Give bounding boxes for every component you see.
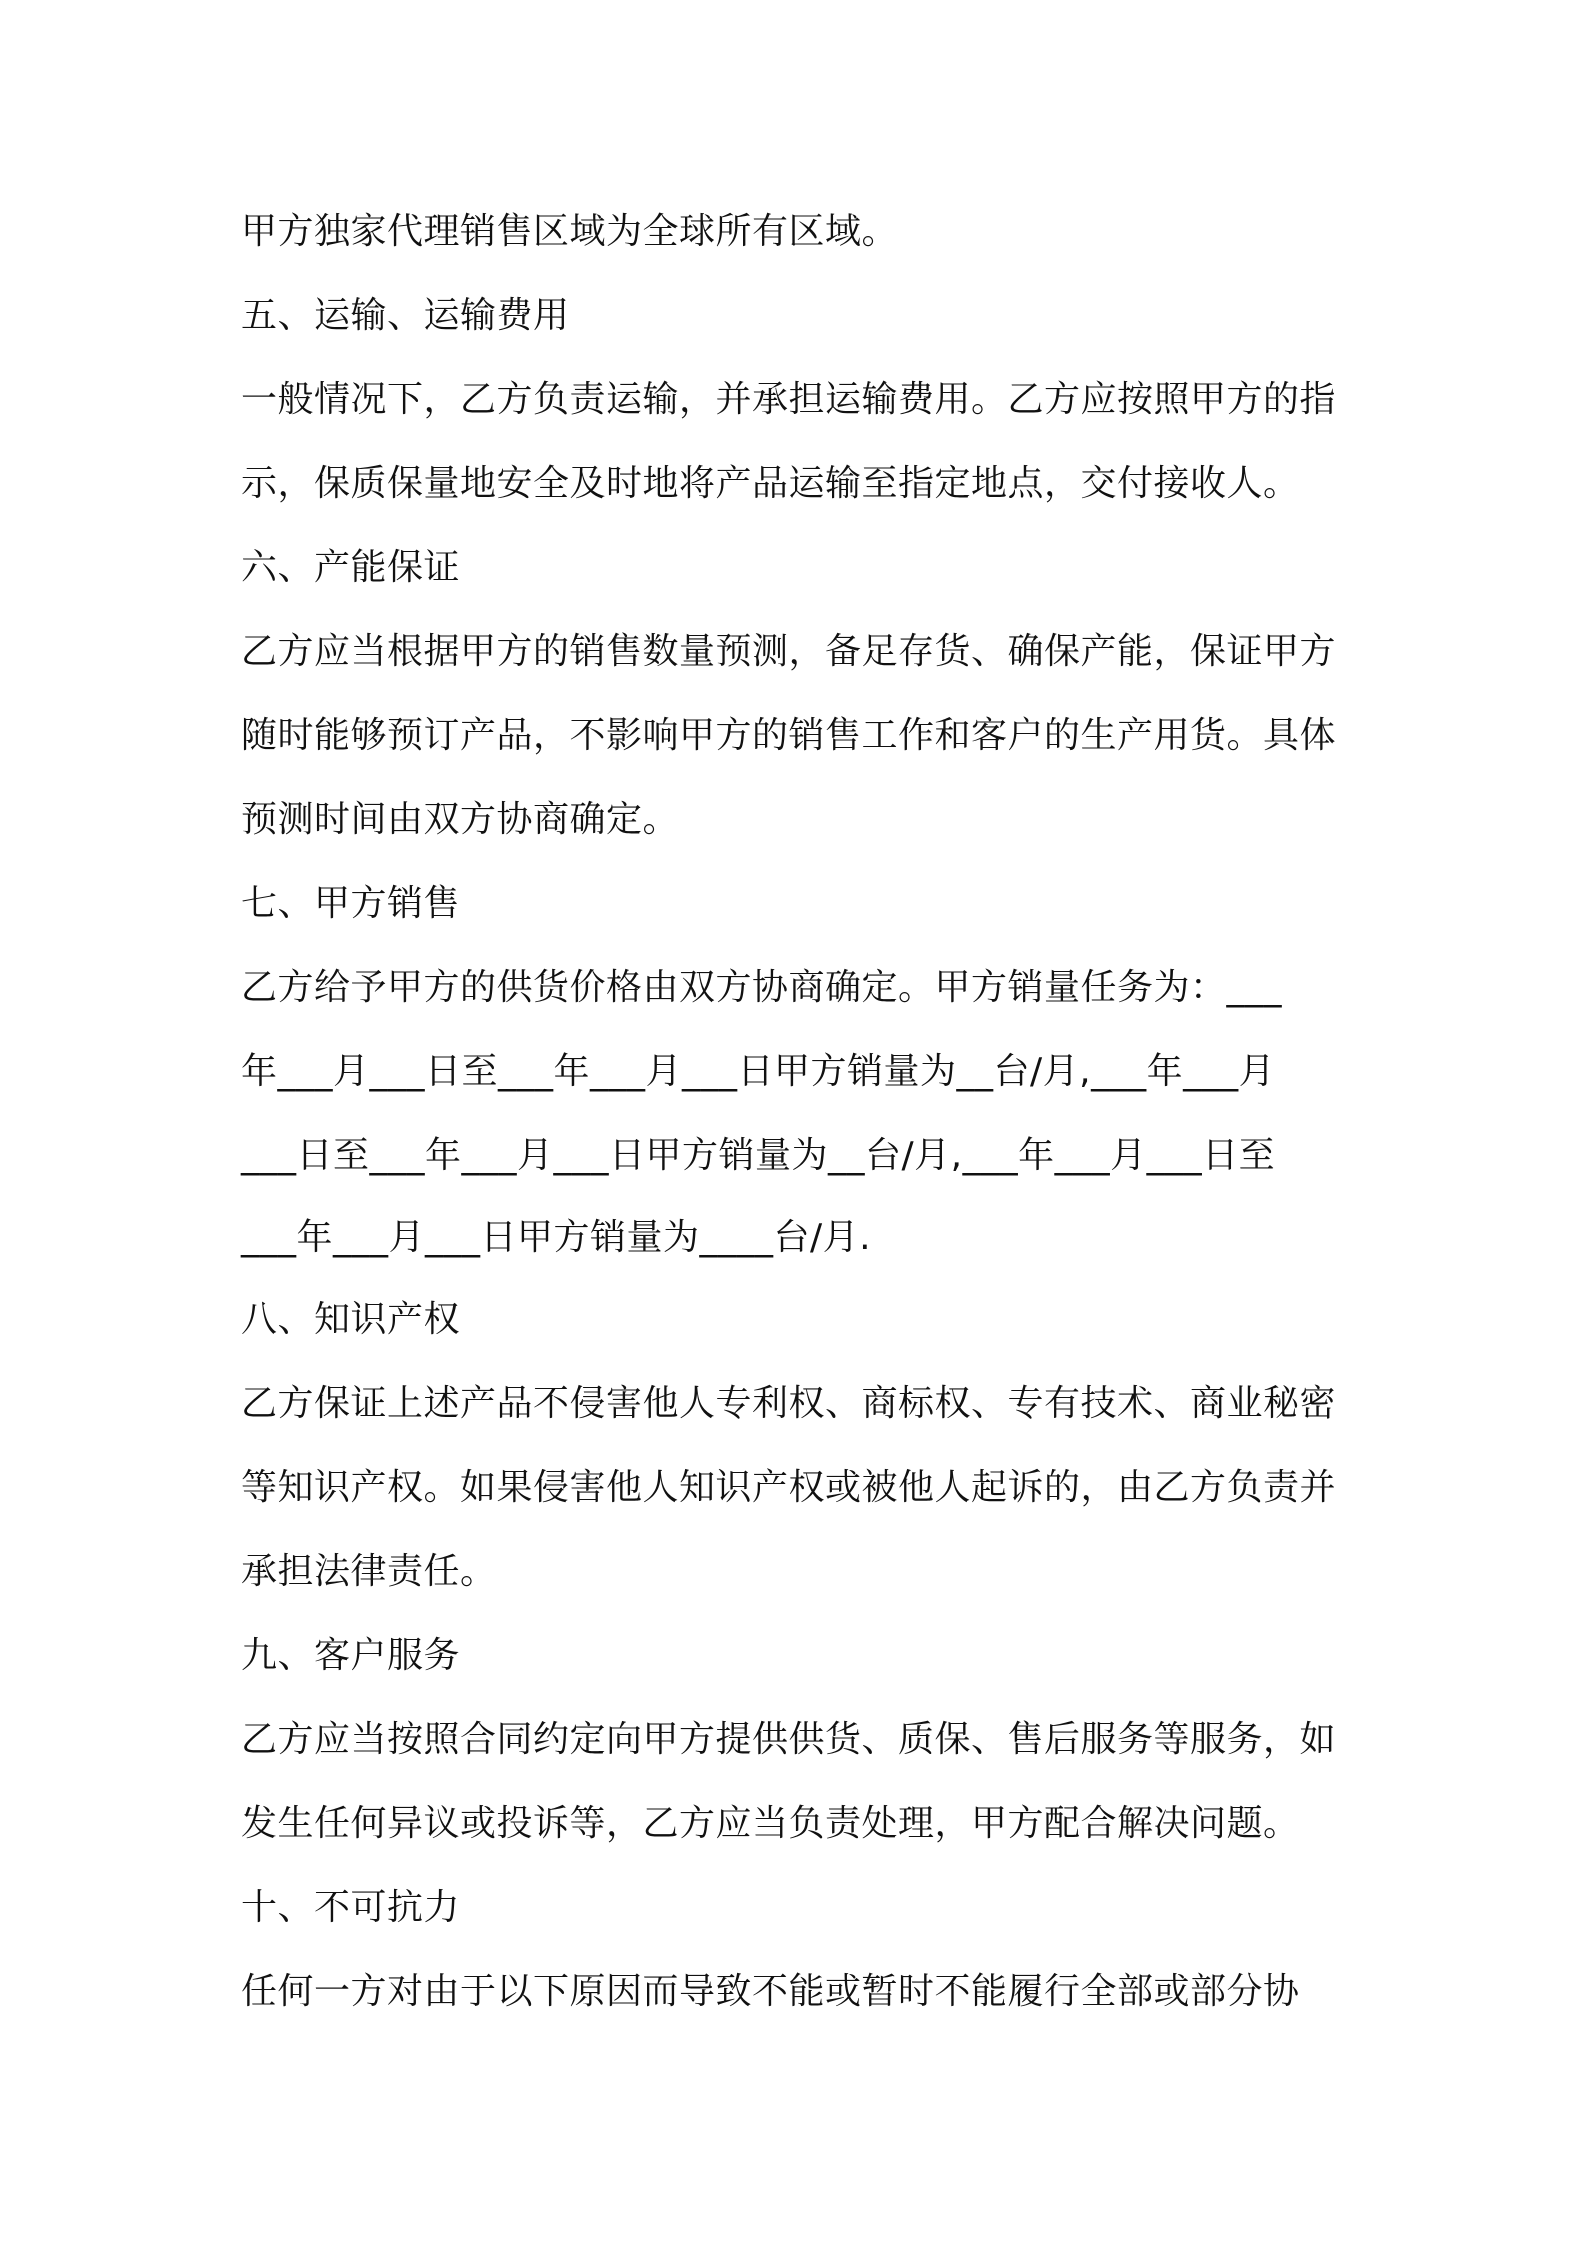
paragraph-line: 年___月___日至___年___月___日甲方销量为__台/月,___年___月 <box>241 1051 1276 1092</box>
paragraph-line: 甲方独家代理销售区域为全球所有区域。 <box>241 211 899 252</box>
paragraph-line: 随时能够预订产品，不影响甲方的销售工作和客户的生产用货。具体 <box>241 715 1337 756</box>
paragraph-line: 乙方应当根据甲方的销售数量预测，备足存货、确保产能，保证甲方 <box>241 631 1337 672</box>
section-heading-ip: 八、知识产权 <box>241 1299 461 1340</box>
paragraph-line: 任何一方对由于以下原因而导致不能或暂时不能履行全部或部分协 <box>241 1971 1300 2012</box>
section-heading-transport: 五、运输、运输费用 <box>241 295 570 336</box>
paragraph-line: ___日至___年___月___日甲方销量为__台/月,___年___月___日至 <box>241 1135 1276 1176</box>
section-heading-force-majeure: 十、不可抗力 <box>241 1887 461 1928</box>
paragraph-line: 承担法律责任。 <box>241 1551 497 1592</box>
document-body <box>241 190 1361 2034</box>
section-heading-service: 九、客户服务 <box>241 1635 461 1676</box>
section-heading-capacity: 六、产能保证 <box>241 547 461 588</box>
paragraph-line: 乙方应当按照合同约定向甲方提供供货、质保、售后服务等服务，如 <box>241 1719 1337 1760</box>
paragraph-line: 一般情况下，乙方负责运输，并承担运输费用。乙方应按照甲方的指 <box>241 379 1337 420</box>
paragraph-line: 乙方给予甲方的供货价格由双方协商确定。甲方销量任务为：___ <box>241 967 1283 1008</box>
paragraph-line: ___年___月___日甲方销量为____台/月. <box>241 1217 872 1258</box>
paragraph-line: 等知识产权。如果侵害他人知识产权或被他人起诉的，由乙方负责并 <box>241 1467 1337 1508</box>
paragraph-line: 发生任何异议或投诉等，乙方应当负责处理，甲方配合解决问题。 <box>241 1803 1300 1844</box>
section-heading-sales: 七、甲方销售 <box>241 883 461 924</box>
paragraph-line: 预测时间由双方协商确定。 <box>241 799 680 840</box>
paragraph-line: 乙方保证上述产品不侵害他人专利权、商标权、专有技术、商业秘密 <box>241 1383 1337 1424</box>
paragraph-line: 示，保质保量地安全及时地将产品运输至指定地点，交付接收人。 <box>241 463 1300 504</box>
